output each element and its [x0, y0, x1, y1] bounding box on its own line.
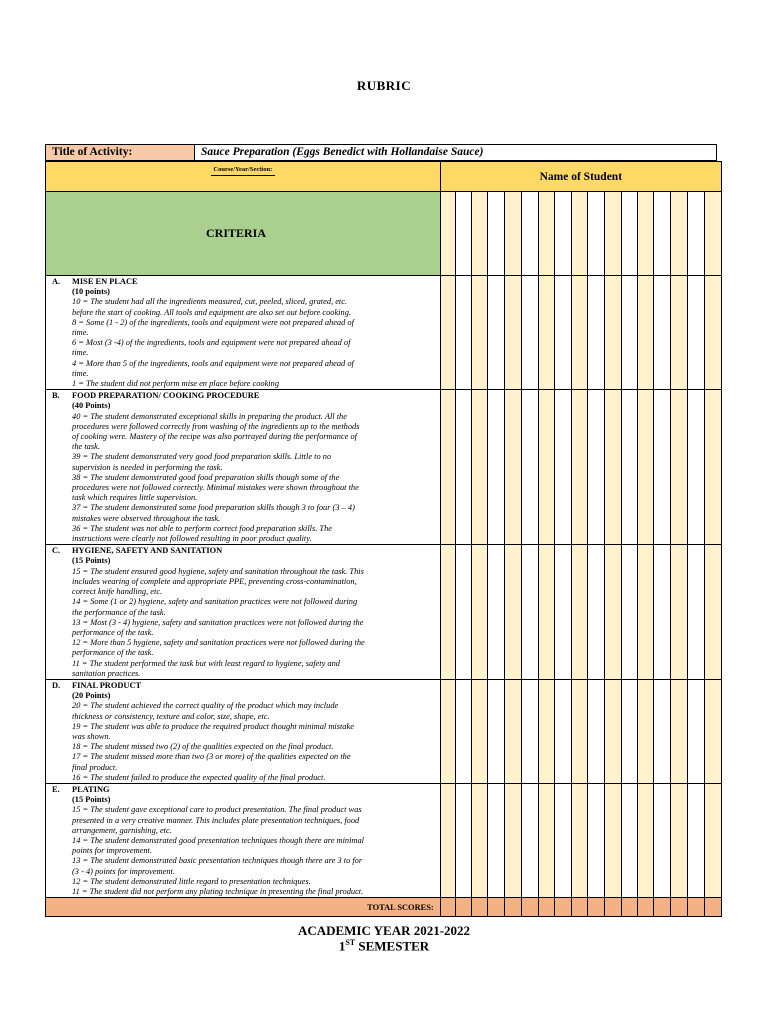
rubric-table — [45, 161, 722, 917]
criterion-description-line: points for improvement. — [72, 846, 152, 856]
criterion-4-score-cell-14[interactable] — [654, 679, 671, 783]
criterion-cell — [46, 390, 441, 545]
title-of-activity-value: Sauce Preparation (Eggs Benedict with Hollandaise Sauce) — [201, 146, 484, 158]
criteria-header-score-cell-11[interactable] — [604, 192, 621, 276]
criterion-description-line: 36 = The student was not able to perform correct food preparation skills. The — [72, 523, 332, 533]
total-score-cell-2[interactable] — [455, 898, 471, 917]
criterion-5-score-cell-1[interactable] — [440, 783, 455, 897]
academic-year: ACADEMIC YEAR 2021-2022 — [297, 923, 471, 938]
criterion-description-line: instructions were clearly not followed resulting in poor product quality. — [72, 534, 312, 544]
criterion-1-score-cell-1[interactable] — [440, 276, 455, 390]
criterion-4-score-cell-17[interactable] — [704, 679, 721, 783]
total-score-cell-3[interactable] — [472, 898, 488, 917]
criterion-5-score-cell-10[interactable] — [588, 783, 604, 897]
criterion-description-line: sanitation practices. — [72, 668, 141, 678]
semester: 1ST SEMESTER — [338, 938, 430, 954]
criterion-row — [46, 276, 722, 390]
criterion-description-line: 16 = The student failed to produce the expected quality of the final product. — [72, 772, 326, 782]
criterion-3-score-cell-3[interactable] — [472, 545, 488, 680]
total-scores-row — [46, 898, 722, 917]
criterion-3-score-cell-2[interactable] — [455, 545, 471, 680]
criterion-description-line: before the start of cooking. All tools and equipment are also set out before cooking. — [72, 307, 351, 317]
criteria-header-score-cell-4[interactable] — [488, 192, 505, 276]
total-score-cell-12[interactable] — [621, 898, 637, 917]
criterion-description-line: 12 = More than 5 hygiene, safety and sanitation practices were not followed during the — [72, 638, 365, 648]
criterion-description-line: 15 = The student gave exceptional care to product presentation. The final product was — [72, 805, 362, 815]
criterion-name: FINAL PRODUCT — [72, 680, 142, 690]
criterion-description-line: final product. — [72, 762, 118, 772]
criteria-header-score-cell-10[interactable] — [588, 192, 604, 276]
criterion-5-score-cell-13[interactable] — [637, 783, 653, 897]
criteria-header-score-cell-8[interactable] — [554, 192, 571, 276]
criterion-5-score-cell-16[interactable] — [687, 783, 704, 897]
total-score-cell-5[interactable] — [505, 898, 521, 917]
criterion-name: PLATING — [72, 784, 110, 794]
criterion-1-score-cell-17[interactable] — [704, 276, 721, 390]
criterion-5-score-cell-4[interactable] — [488, 783, 505, 897]
criterion-4-score-cell-6[interactable] — [521, 679, 538, 783]
total-score-cell-13[interactable] — [637, 898, 653, 917]
criterion-1-score-cell-6[interactable] — [521, 276, 538, 390]
criterion-description-line: 14 = The student demonstrated good presentation techniques though there are minimal — [72, 835, 364, 845]
criterion-description-line: 10 = The student had all the ingredients measured, cut, peeled, sliced, grated, etc. — [72, 297, 348, 307]
criterion-5-score-cell-3[interactable] — [472, 783, 488, 897]
criterion-description-line: correct knife handling, etc. — [72, 587, 163, 597]
criterion-description-line: mistakes were observed throughout the task. — [72, 513, 221, 523]
criterion-4-score-cell-3[interactable] — [472, 679, 488, 783]
criterion-4-score-cell-15[interactable] — [671, 679, 687, 783]
criterion-description-line: thickness or consistency, texture and color, size, shape, etc. — [72, 711, 270, 721]
criterion-2-score-cell-9[interactable] — [572, 390, 588, 545]
criteria-header-score-cell-12[interactable] — [621, 192, 637, 276]
course-year-section-cell — [46, 162, 441, 192]
criterion-2-score-cell-11[interactable] — [604, 390, 621, 545]
criterion-description-line: 20 = The student achieved the correct quality of the product which may include — [72, 701, 339, 711]
criteria-header-score-cell-7[interactable] — [538, 192, 554, 276]
criterion-description-line: procedures were followed correctly from washing of the ingredients up to the methods — [72, 421, 360, 431]
criterion-description-line: 11 = The student performed the task but with least regard to hygiene, safety and — [72, 658, 340, 668]
criterion-3-score-cell-1[interactable] — [440, 545, 455, 680]
criterion-row — [46, 783, 722, 897]
criterion-letter: D. — [52, 680, 61, 690]
criterion-1-score-cell-4[interactable] — [488, 276, 505, 390]
criterion-2-score-cell-14[interactable] — [654, 390, 671, 545]
criterion-1-score-cell-16[interactable] — [687, 276, 704, 390]
total-score-cell-6[interactable] — [521, 898, 538, 917]
criterion-description-line: procedures were not followed correctly. Minimal mistakes were shown throughout the — [72, 483, 359, 493]
total-score-cell-15[interactable] — [671, 898, 687, 917]
criterion-description-line: arrangement, garnishing, etc. — [72, 825, 172, 835]
criterion-description-line: 8 = Some (1 - 2) of the ingredients, tools and equipment were not prepared ahead of — [72, 317, 354, 327]
criterion-description-line: (3 - 4) points for improvement. — [72, 866, 175, 876]
criterion-4-score-cell-4[interactable] — [488, 679, 505, 783]
criterion-3-score-cell-4[interactable] — [488, 545, 505, 680]
criterion-row — [46, 390, 722, 545]
total-score-cell-16[interactable] — [687, 898, 704, 917]
criterion-description-line: includes wearing of complete and appropriate PPE, preventing cross-contamination, — [72, 576, 357, 586]
criterion-3-score-cell-6[interactable] — [521, 545, 538, 680]
criteria-header-score-cell-5[interactable] — [505, 192, 521, 276]
criterion-2-score-cell-2[interactable] — [455, 390, 471, 545]
criterion-2-score-cell-3[interactable] — [472, 390, 488, 545]
criterion-cell — [46, 679, 441, 783]
criterion-4-score-cell-16[interactable] — [687, 679, 704, 783]
total-score-cell-17[interactable] — [704, 898, 721, 917]
criterion-1-score-cell-2[interactable] — [455, 276, 471, 390]
criterion-name: FOOD PREPARATION/ COOKING PROCEDURE — [72, 391, 260, 401]
total-scores-label: TOTAL SCORES: — [46, 898, 441, 917]
criterion-description-line: 1 = The student did not perform mise en place before cooking — [72, 379, 280, 389]
criterion-2-score-cell-16[interactable] — [687, 390, 704, 545]
title-of-activity-label: Title of Activity: — [46, 145, 195, 160]
course-year-section-blank[interactable] — [211, 175, 275, 176]
criterion-4-score-cell-1[interactable] — [440, 679, 455, 783]
criterion-3-score-cell-5[interactable] — [505, 545, 521, 680]
criterion-1-score-cell-13[interactable] — [637, 276, 653, 390]
criterion-description-line: of cooking were. Mastery of the recipe was also portrayed during the performance of — [72, 432, 358, 442]
criterion-3-score-cell-12[interactable] — [621, 545, 637, 680]
criterion-3-score-cell-7[interactable] — [538, 545, 554, 680]
criterion-4-score-cell-11[interactable] — [604, 679, 621, 783]
criterion-description-line: time. — [72, 328, 89, 338]
criterion-cell — [46, 783, 441, 897]
criterion-5-score-cell-6[interactable] — [521, 783, 538, 897]
criterion-1-score-cell-10[interactable] — [588, 276, 604, 390]
criterion-5-score-cell-11[interactable] — [604, 783, 621, 897]
course-year-section-label: Course/Year/Section: — [213, 166, 273, 173]
criterion-1-score-cell-8[interactable] — [554, 276, 571, 390]
criterion-3-score-cell-10[interactable] — [588, 545, 604, 680]
criterion-description-line: 4 = More than 5 of the ingredients, tools and equipment were not prepared ahead of — [72, 358, 354, 368]
criterion-2-score-cell-7[interactable] — [538, 390, 554, 545]
criterion-3-score-cell-17[interactable] — [704, 545, 721, 680]
criterion-2-score-cell-13[interactable] — [637, 390, 653, 545]
criterion-points: (40 Points) — [72, 401, 111, 411]
rubric-heading: RUBRIC — [356, 78, 412, 93]
criterion-description-line: supervision is needed in performing the task. — [72, 462, 223, 472]
criterion-1-score-cell-7[interactable] — [538, 276, 554, 390]
total-score-cell-4[interactable] — [488, 898, 505, 917]
criterion-1-score-cell-5[interactable] — [505, 276, 521, 390]
criterion-3-score-cell-14[interactable] — [654, 545, 671, 680]
criterion-description-line: 38 = The student demonstrated good food preparation skills though some of the — [72, 472, 340, 482]
criterion-name: MISE EN PLACE — [72, 277, 138, 286]
criterion-1-score-cell-15[interactable] — [671, 276, 687, 390]
criterion-5-score-cell-2[interactable] — [455, 783, 471, 897]
criterion-1-score-cell-12[interactable] — [621, 276, 637, 390]
criterion-4-score-cell-10[interactable] — [588, 679, 604, 783]
criterion-3-score-cell-11[interactable] — [604, 545, 621, 680]
criteria-header-score-cell-2[interactable] — [455, 192, 471, 276]
criterion-5-score-cell-7[interactable] — [538, 783, 554, 897]
criterion-3-score-cell-13[interactable] — [637, 545, 653, 680]
criterion-cell — [46, 276, 441, 390]
criterion-description-line: time. — [72, 368, 89, 378]
criterion-5-score-cell-12[interactable] — [621, 783, 637, 897]
criteria-header-score-cell-15[interactable] — [671, 192, 687, 276]
criterion-description-line: 11 = The student did not perform any plating technique in presenting the final product. — [72, 886, 364, 896]
criterion-description-line: 12 = The student demonstrated little regard to presentation techniques. — [72, 876, 311, 886]
criterion-points: (15 Points) — [72, 795, 111, 805]
criterion-4-score-cell-2[interactable] — [455, 679, 471, 783]
criterion-description-line: 37 = The student demonstrated some food preparation skills though 3 to four (3 – 4) — [72, 503, 355, 513]
criterion-4-score-cell-9[interactable] — [572, 679, 588, 783]
criterion-cell — [46, 545, 441, 680]
criterion-description-line: 19 = The student was able to produce the required product thought minimal mistake — [72, 721, 354, 731]
criterion-description-line: 6 = Most (3 -4) of the ingredients, tools and equipment were not prepared ahead of — [72, 338, 351, 348]
criterion-3-score-cell-16[interactable] — [687, 545, 704, 680]
criterion-2-score-cell-10[interactable] — [588, 390, 604, 545]
header-row — [46, 162, 722, 192]
criteria-header-score-cell-1[interactable] — [440, 192, 455, 276]
criterion-description-line: time. — [72, 348, 89, 358]
criterion-5-score-cell-8[interactable] — [554, 783, 571, 897]
criterion-4-score-cell-7[interactable] — [538, 679, 554, 783]
criterion-name: HYGIENE, SAFETY AND SANITATION — [72, 546, 223, 556]
criterion-5-score-cell-5[interactable] — [505, 783, 521, 897]
criteria-header-row — [46, 192, 722, 276]
criterion-points: (15 Points) — [72, 556, 111, 566]
criterion-2-score-cell-17[interactable] — [704, 390, 721, 545]
criterion-1-score-cell-11[interactable] — [604, 276, 621, 390]
criterion-letter: E. — [52, 784, 60, 794]
criterion-description-line: 17 = The student missed more than two (3 or more) of the qualities expected on the — [72, 752, 351, 762]
criterion-points: (10 points) — [72, 287, 110, 297]
total-score-cell-7[interactable] — [538, 898, 554, 917]
criteria-header-score-cell-16[interactable] — [687, 192, 704, 276]
criterion-4-score-cell-8[interactable] — [554, 679, 571, 783]
criterion-2-score-cell-12[interactable] — [621, 390, 637, 545]
total-score-cell-9[interactable] — [572, 898, 588, 917]
criterion-description-line: 18 = The student missed two (2) of the qualities expected on the final product. — [72, 742, 334, 752]
criterion-2-score-cell-8[interactable] — [554, 390, 571, 545]
name-of-student-header: Name of Student — [440, 162, 721, 192]
criterion-letter: B. — [52, 391, 60, 401]
criterion-description-line: was shown. — [72, 731, 111, 741]
total-score-cell-10[interactable] — [588, 898, 604, 917]
criterion-5-score-cell-15[interactable] — [671, 783, 687, 897]
criterion-row — [46, 545, 722, 680]
criterion-4-score-cell-13[interactable] — [637, 679, 653, 783]
criterion-description-line: 40 = The student demonstrated exceptional skills in preparing the product. All the — [72, 411, 347, 421]
criterion-description-line: the performance of the task. — [72, 607, 166, 617]
criterion-description-line: presented in a very creative manner. This includes plate presentation techniques, food — [72, 815, 360, 825]
criterion-2-score-cell-1[interactable] — [440, 390, 455, 545]
total-score-cell-8[interactable] — [554, 898, 571, 917]
criterion-1-score-cell-9[interactable] — [572, 276, 588, 390]
criterion-description-line: performance of the task. — [72, 648, 154, 658]
criterion-description-line: 13 = The student demonstrated basic presentation techniques though there are 3 to for — [72, 856, 363, 866]
criterion-4-score-cell-5[interactable] — [505, 679, 521, 783]
criteria-header-score-cell-14[interactable] — [654, 192, 671, 276]
criteria-header-score-cell-17[interactable] — [704, 192, 721, 276]
criterion-3-score-cell-8[interactable] — [554, 545, 571, 680]
criterion-points: (20 Points) — [72, 691, 111, 701]
criterion-3-score-cell-15[interactable] — [671, 545, 687, 680]
criterion-4-score-cell-12[interactable] — [621, 679, 637, 783]
criterion-2-score-cell-5[interactable] — [505, 390, 521, 545]
criterion-2-score-cell-15[interactable] — [671, 390, 687, 545]
total-score-cell-1[interactable] — [440, 898, 455, 917]
criterion-row — [46, 679, 722, 783]
total-score-cell-14[interactable] — [654, 898, 671, 917]
criterion-2-score-cell-4[interactable] — [488, 390, 505, 545]
criterion-1-score-cell-3[interactable] — [472, 276, 488, 390]
criteria-header: CRITERIA — [46, 192, 441, 276]
criterion-description-line: the task. — [72, 442, 100, 452]
criterion-description-line: 14 = Some (1 or 2) hygiene, safety and sanitation practices were not followed during — [72, 597, 358, 607]
criterion-2-score-cell-6[interactable] — [521, 390, 538, 545]
criteria-header-score-cell-3[interactable] — [472, 192, 488, 276]
criterion-1-score-cell-14[interactable] — [654, 276, 671, 390]
criterion-5-score-cell-17[interactable] — [704, 783, 721, 897]
criterion-description-line: task which requires little supervision. — [72, 493, 198, 503]
criteria-header-score-cell-13[interactable] — [637, 192, 653, 276]
total-score-cell-11[interactable] — [604, 898, 621, 917]
criterion-description-line: performance of the task. — [72, 627, 154, 637]
criterion-5-score-cell-14[interactable] — [654, 783, 671, 897]
criterion-letter: C. — [52, 546, 61, 556]
criterion-description-line: 39 = The student demonstrated very good food preparation skills. Little to no — [72, 452, 332, 462]
title-of-activity-row — [45, 144, 717, 161]
criteria-header-score-cell-6[interactable] — [521, 192, 538, 276]
criterion-description-line: 13 = Most (3 - 4) hygiene, safety and sanitation practices were not followed during the — [72, 617, 364, 627]
criteria-header-score-cell-9[interactable] — [572, 192, 588, 276]
criterion-3-score-cell-9[interactable] — [572, 545, 588, 680]
criterion-description-line: 15 = The student ensured good hygiene, safety and sanitation throughout the task. This — [72, 566, 364, 576]
criterion-letter: A. — [52, 277, 61, 286]
criterion-5-score-cell-9[interactable] — [572, 783, 588, 897]
